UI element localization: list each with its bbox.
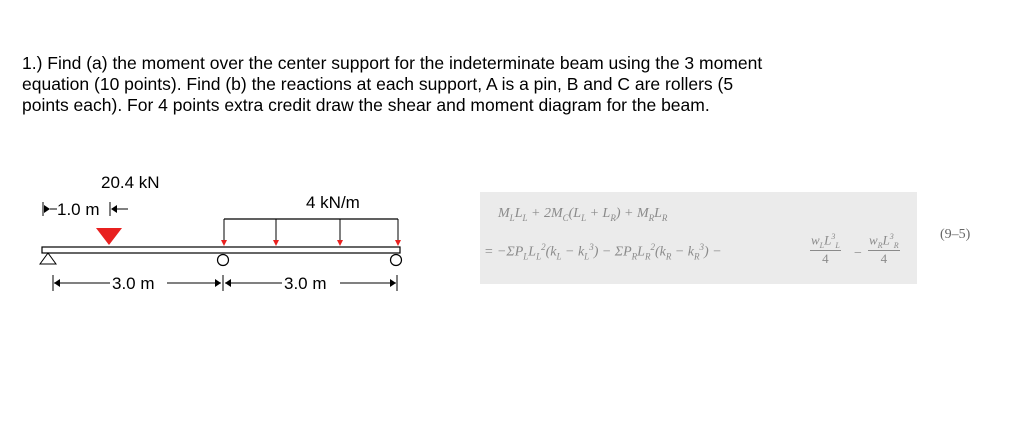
span-bc-dimension (223, 274, 397, 293)
support-b-roller (218, 255, 229, 266)
point-load-label: 20.4 kN (101, 173, 160, 192)
fraction-wl: $w_LL^3_L$ 4 (811, 232, 840, 266)
span-bc-label: 3.0 m (284, 274, 327, 293)
equation-rhs: = $-\Sigma P_LL_L^2(k_L - k_L^3) - \Sigma P_RL_R^2(k_R - k_R^3)$ − (484, 242, 722, 262)
span-ab-dimension (53, 274, 221, 293)
support-a-pin (40, 253, 56, 264)
load-offset-dimension (43, 200, 128, 219)
fraction-wr: $w_RL^3_R$ 4 (869, 232, 899, 266)
distributed-load-label: 4 kN/m (306, 193, 360, 212)
point-load-arrow (96, 228, 122, 245)
three-moment-equation (480, 192, 917, 284)
problem-line-2: equation (10 points). Find (b) the reactions at each support, A is a pin, B and C are rollers (5 (22, 74, 734, 94)
support-c-roller (391, 255, 402, 266)
equation-minus: − (854, 246, 862, 261)
distributed-load (221, 219, 401, 246)
load-offset-label: 1.0 m (57, 200, 100, 219)
equation-lhs: $M_LL_L + 2M_C(L_L + L_R) + M_RL_R$ (498, 206, 668, 223)
problem-line-3: points each). For 4 points extra credit draw the shear and moment diagram for the beam. (22, 95, 710, 115)
beam-member (42, 247, 400, 253)
span-ab-label: 3.0 m (112, 274, 155, 293)
problem-line-1: 1.) Find (a) the moment over the center support for the indeterminate beam using the 3 moment (22, 53, 763, 73)
equation-number: (9–5) (940, 227, 971, 242)
beam-diagram (0, 0, 470, 425)
